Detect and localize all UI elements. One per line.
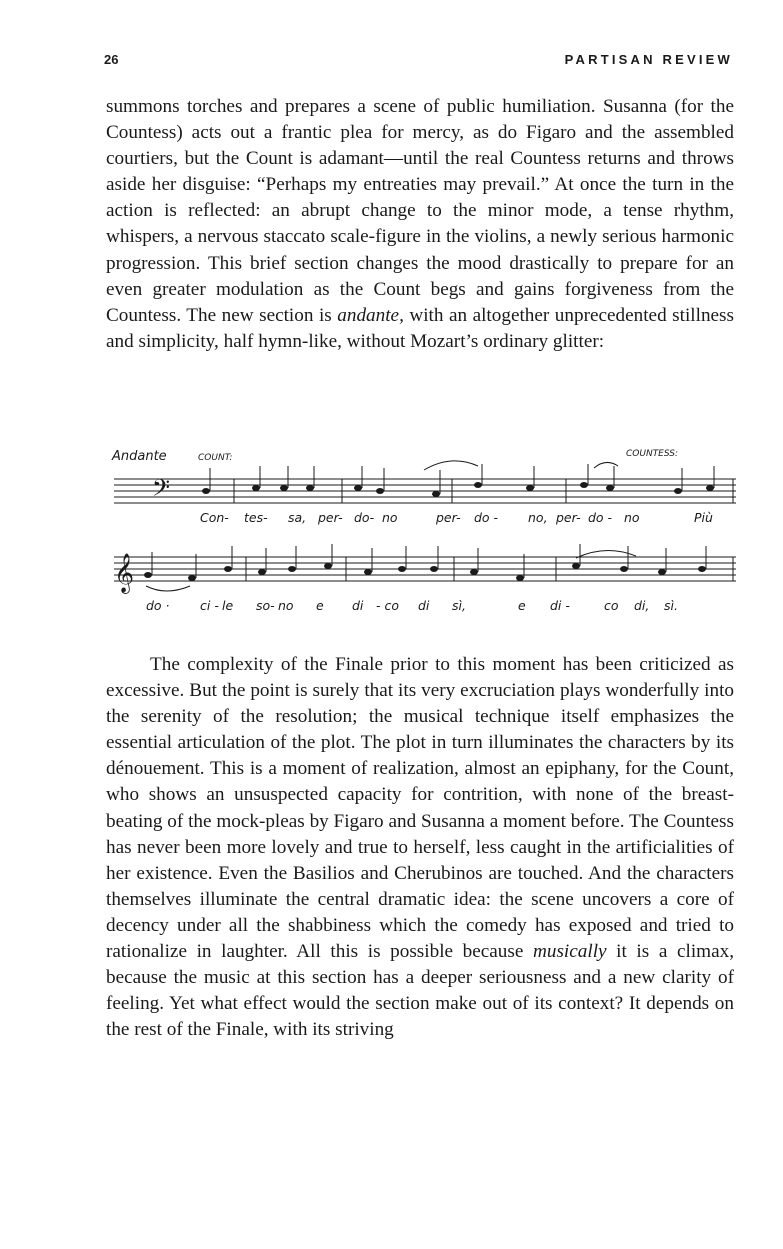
lyric: no [278, 598, 294, 613]
paragraph-2 [106, 652, 734, 1043]
lyric: Con- [200, 510, 229, 525]
svg-text:𝄞: 𝄞 [114, 553, 135, 593]
lyric: so- [256, 598, 275, 613]
lyric: no [624, 510, 640, 525]
role-countess: COUNTESS: [626, 449, 679, 459]
lyric: do - [588, 510, 613, 525]
lyric: di, [634, 598, 650, 613]
paragraph-2-text-b: it is a climax, because the music at this section has a deeper seriousness and a new clarity of feeling. Yet what effect would the section make out of its context? It depends on the rest of the Finale, with its striving [106, 941, 734, 1041]
staff-1-lyrics [200, 510, 713, 525]
staff-2-notes [114, 553, 706, 594]
lyric: do · [146, 598, 170, 613]
lyric: no [382, 510, 398, 525]
running-head: PARTISAN REVIEW [564, 52, 733, 67]
lyric: - co [376, 598, 400, 613]
lyric: e [316, 598, 324, 613]
svg-text:𝄢: 𝄢 [152, 474, 171, 507]
role-count: COUNT: [198, 453, 233, 463]
lyric: di [352, 598, 364, 613]
paragraph-1-text-a: summons torches and prepares a scene of public humiliation. Susanna (for the Countess) acts out a frantic plea for mercy, as do Figaro and the assembled courtiers, but the Count is adamant—until the real Countess returns and throws aside her disguise: “Perhaps my entreaties may prevail.” At once the turn in the action is reflected: an abrupt change to the minor mode, a tense rhythm, whispers, a nervous staccato scale-figure in the violins, a newly serious harmonic progression. This brief section changes the mood drastically to prepare for an even greater modulation as the Count begs and gains forgiveness from the Countess. The new section is [106, 96, 734, 326]
tempo-marking: Andante [112, 449, 167, 464]
page-number: 26 [104, 52, 119, 67]
paragraph-1-emphasis: andante, [337, 304, 404, 326]
lyric: ci - [200, 598, 219, 613]
lyric: e [518, 598, 526, 613]
staff-2 [114, 557, 736, 581]
lyric: per- [318, 510, 343, 525]
staff-2-lyrics [146, 598, 678, 613]
lyric: le [222, 598, 234, 613]
lyric: sa, [288, 510, 307, 525]
lyric: co [604, 598, 619, 613]
lyric: per- [436, 510, 461, 525]
lyric: no, [528, 510, 548, 525]
lyric: do- [354, 510, 375, 525]
music-example [106, 440, 746, 640]
lyric: di [418, 598, 430, 613]
paragraph-2-text-a: The complexity of the Finale prior to this moment has been criticized as excessive. But the point is surely that its very excruciation plays wonderfully into the serenity of the resolution; the musical technique itself emphasizes the essential articulation of the plot. The plot in turn illuminates the characters by its dénouement. This is a moment of realization, almost an epiphany, for the Count, who shows an unsuspected capacity for contrition, with none of the breast-beating of the mock-pleas by Figaro and Susanna a moment before. The Countess has never been more lovely and true to herself, less caught in the artificialities of her existence. Even the Basilios and Cherubinos are touched. And the characters themselves illuminate the central dramatic idea: the scene uncovers a core of decency under all the shabbiness which the comedy has exposed and tried to rationalize in laughter. All this is possible because [106, 654, 734, 963]
lyric: do - [474, 510, 499, 525]
paragraph-1-text-b: with an altogether unprecedented stillness and simplicity, half hymn-like, without Mozart’s ordinary glitter: [106, 304, 734, 352]
lyric: sì, [452, 598, 466, 613]
lyric: tes- [244, 510, 268, 525]
lyric: Più [694, 510, 713, 525]
paragraph-2-emphasis: musically [533, 941, 607, 963]
paragraph-1 [106, 94, 734, 355]
lyric: sì. [664, 598, 678, 613]
lyric: di - [550, 598, 570, 613]
lyric: per- [556, 510, 581, 525]
